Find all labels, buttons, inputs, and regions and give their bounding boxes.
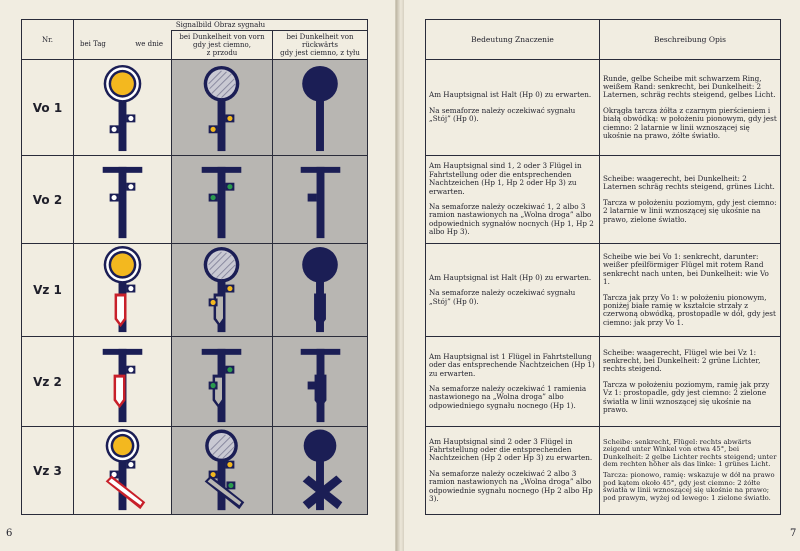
- meaning-vo1-pl: Na semaforze należy oczekiwać sygnału „Stój” (Hp 0).: [429, 105, 576, 124]
- vz2-dark-front-image: [172, 337, 273, 427]
- vz1-dark-back-image: [273, 244, 368, 337]
- vz2-dark-back-signal: [273, 337, 367, 426]
- meaning-vo2: [426, 156, 600, 244]
- description-vo2-pl: Tarcza w położeniu poziomym, gdy jest ciemno: 2 latarnie w linii wznoszącej się ukośnie na prawo, zielone światło.: [603, 197, 777, 224]
- vz3-dark-back-signal: [273, 427, 367, 514]
- vz3-dark-back-image: [273, 427, 368, 515]
- vo1-day-image: [74, 60, 172, 156]
- description-vz2-pl: Tarcza w położeniu poziomym, ramię jak przy Vz 1: prostopadle, gdy jest ciemno: 2 zielone światła w linii wznoszącej się ukośnie na prawo.: [603, 379, 770, 415]
- page-number-right: 7: [790, 528, 797, 539]
- meaning-vz3-de: Am Hauptsignal sind 2 oder 3 Flügel in Fahrtstellung oder die entsprechenden Nachtzeichen (Hp 2 oder Hp 3) zu erwarten.: [429, 436, 593, 463]
- description-vz3-pl: Tarcza: pionowo, ramię: wskazuje w dół na prawo pod kątem około 45°, gdy jest ciemno: 2 żółte światła w linii wznoszącej się ukośnie na prawo; pod prawym, wyżej od lewego: 1 zielone światło.: [603, 471, 775, 502]
- vz1-day-image: [74, 244, 172, 337]
- left-page: [0, 0, 396, 551]
- row-label-vz1: Vz 1: [22, 244, 74, 337]
- description-vz3-de: Scheibe: senkrecht, Flügel: rechts abwärts zeigend unter Winkel von etwa 45°, bei Dunkelheit: 2 gelbe Lichter rechts steigend; unter dem rechten höher als das linke: 1 grünes Licht.: [603, 437, 777, 469]
- meaning-vo2-pl: Na semaforze należy oczekiwać 1, 2 albo 3 ramion nastawionych na „Wolna droga” albo odpowiednich sygnałów nocnych (Hp 1, Hp 2 albo Hp 3).: [429, 202, 594, 237]
- description-vo2: [600, 156, 781, 244]
- header-dark-back-de2: rückwärts: [302, 41, 338, 49]
- vo2-day-image: [74, 156, 172, 244]
- signal-description-table: [425, 19, 781, 515]
- header-day: [74, 31, 172, 60]
- meaning-vz2-de: Am Hauptsignal ist 1 Flügel in Fahrtstellung oder das entsprechende Nachtzeichen (Hp 1) zu erwarten.: [429, 351, 595, 378]
- description-vo2-de: Scheibe: waagerecht, bei Dunkelheit: 2 Laternen schräg rechts steigend, grünes Licht.: [603, 173, 775, 192]
- vo2-dark-front-signal: [172, 156, 272, 243]
- vz1-dark-front-signal: [172, 244, 272, 336]
- meaning-vz3-pl: Na semaforze należy oczekiwać 2 albo 3 ramion nastawionych na „Wolna droga” albo odpowiednie sygnału nocnego (Hp 2 albo Hp 3).: [429, 468, 593, 504]
- meaning-vz2-pl: Na semaforze należy oczekiwać 1 ramienia nastawionego na „Wolna droga” albo odpowiedniego sygnału nocnego (Hp 1).: [429, 384, 587, 410]
- header-we-dnie: we dnie: [135, 39, 163, 48]
- meaning-vz3: [426, 427, 600, 515]
- description-vz2: [600, 337, 781, 427]
- header-dark-front-pl1: gdy jest ciemno,: [193, 41, 251, 49]
- header-description: Beschreibung Opis: [600, 20, 781, 60]
- row-label-vo1: Vo 1: [22, 60, 74, 156]
- meaning-vo2-de: Am Hauptsignal sind 1, 2 oder 3 Flügel in Fahrtstellung oder die entsprechenden Nachtzeichen (Hp 1, Hp 2 oder Hp 3) zu erwarten.: [429, 161, 582, 196]
- vz1-day-signal: [74, 244, 171, 336]
- header-dark-back-de1: bei Dunkelheit von: [286, 33, 354, 41]
- meaning-vz1: [426, 244, 600, 337]
- vz3-dark-front-image: [172, 427, 273, 515]
- description-vo1: [600, 60, 781, 156]
- header-nr: Nr.: [22, 20, 74, 60]
- header-signalbild: Signalbild Obraz sygnału: [74, 20, 368, 31]
- header-dark-front: [172, 31, 273, 60]
- meaning-vo1-de: Am Hauptsignal ist Halt (Hp 0) zu erwarten.: [429, 90, 592, 100]
- row-label-vo2: Vo 2: [22, 156, 74, 244]
- vz3-day-signal: [74, 427, 171, 514]
- vo2-dark-back-image: [273, 156, 368, 244]
- header-meaning: Bedeutung Znaczenie: [426, 20, 600, 60]
- description-vz1-pl: Tarcza jak przy Vo 1: w położeniu pionowym, poniżej białe ramię w kształcie strzały z czerwoną obwódką, prostopadle w dół, gdy jest ciemno: jak przy Vo 1.: [603, 292, 776, 327]
- header-dark-back-pl: gdy jest ciemno, z tyłu: [280, 49, 360, 57]
- header-dark-front-pl2: z przodu: [206, 49, 238, 57]
- vo1-day-signal: [74, 60, 171, 155]
- vz3-dark-front-signal: [172, 427, 272, 514]
- vz2-dark-front-signal: [172, 337, 272, 426]
- description-vz2-de: Scheibe: waagerecht, Flügel wie bei Vz 1: senkrecht, bei Dunkelheit: 2 grüne Lichter, rechts steigend.: [603, 347, 761, 374]
- vo1-dark-back-signal: [273, 60, 367, 155]
- description-vo1-pl: Okrągła tarcza żółta z czarnym pierścieniem i białą obwódką: w położeniu pionowym, gdy jest ciemno: 2 latarnie w linii wznoszącej się ukośnie na prawo, żółte światło.: [603, 105, 777, 141]
- description-vz3: [600, 427, 781, 515]
- meaning-vz1-pl: Na semaforze należy oczekiwać sygnału „Stój” (Hp 0).: [429, 288, 576, 306]
- page-number-left: 6: [6, 528, 13, 539]
- vo2-dark-back-signal: [273, 156, 367, 243]
- description-vo1-de: Runde, gelbe Scheibe mit schwarzem Ring, weißem Rand: senkrecht, bei Dunkelheit: 2 Laternen, schräg rechts steigend, gelbes Licht.: [603, 73, 776, 100]
- row-label-vz2: Vz 2: [22, 337, 74, 427]
- row-label-vz3: Vz 3: [22, 427, 74, 515]
- book-gutter: [396, 0, 404, 551]
- vo1-dark-front-signal: [172, 60, 272, 155]
- description-vz1: [600, 244, 781, 337]
- vo1-dark-back-image: [273, 60, 368, 156]
- header-dark-back: [273, 31, 368, 60]
- vz2-day-signal: [74, 337, 171, 426]
- vz3-day-image: [74, 427, 172, 515]
- header-bei-tag: bei Tag: [80, 39, 106, 48]
- meaning-vz1-de: Am Hauptsignal ist Halt (Hp 0) zu erwarten.: [429, 272, 592, 282]
- vz2-day-image: [74, 337, 172, 427]
- meaning-vz2: [426, 337, 600, 427]
- vo2-dark-front-image: [172, 156, 273, 244]
- vo1-dark-front-image: [172, 60, 273, 156]
- vz2-dark-back-image: [273, 337, 368, 427]
- vz1-dark-back-signal: [273, 244, 367, 336]
- meaning-vo1: [426, 60, 600, 156]
- description-vz1-de: Scheibe wie bei Vo 1: senkrecht, darunter: weißer pfeilförmiger Flügel mit rotem Rand senkrecht nach unten, bei Dunkelheit: wie Vo 1.: [603, 251, 769, 287]
- signal-image-table: [21, 19, 368, 515]
- header-dark-front-de: bei Dunkelheit von vorn: [179, 33, 265, 41]
- vz1-dark-front-image: [172, 244, 273, 337]
- vo2-day-signal: [74, 156, 171, 243]
